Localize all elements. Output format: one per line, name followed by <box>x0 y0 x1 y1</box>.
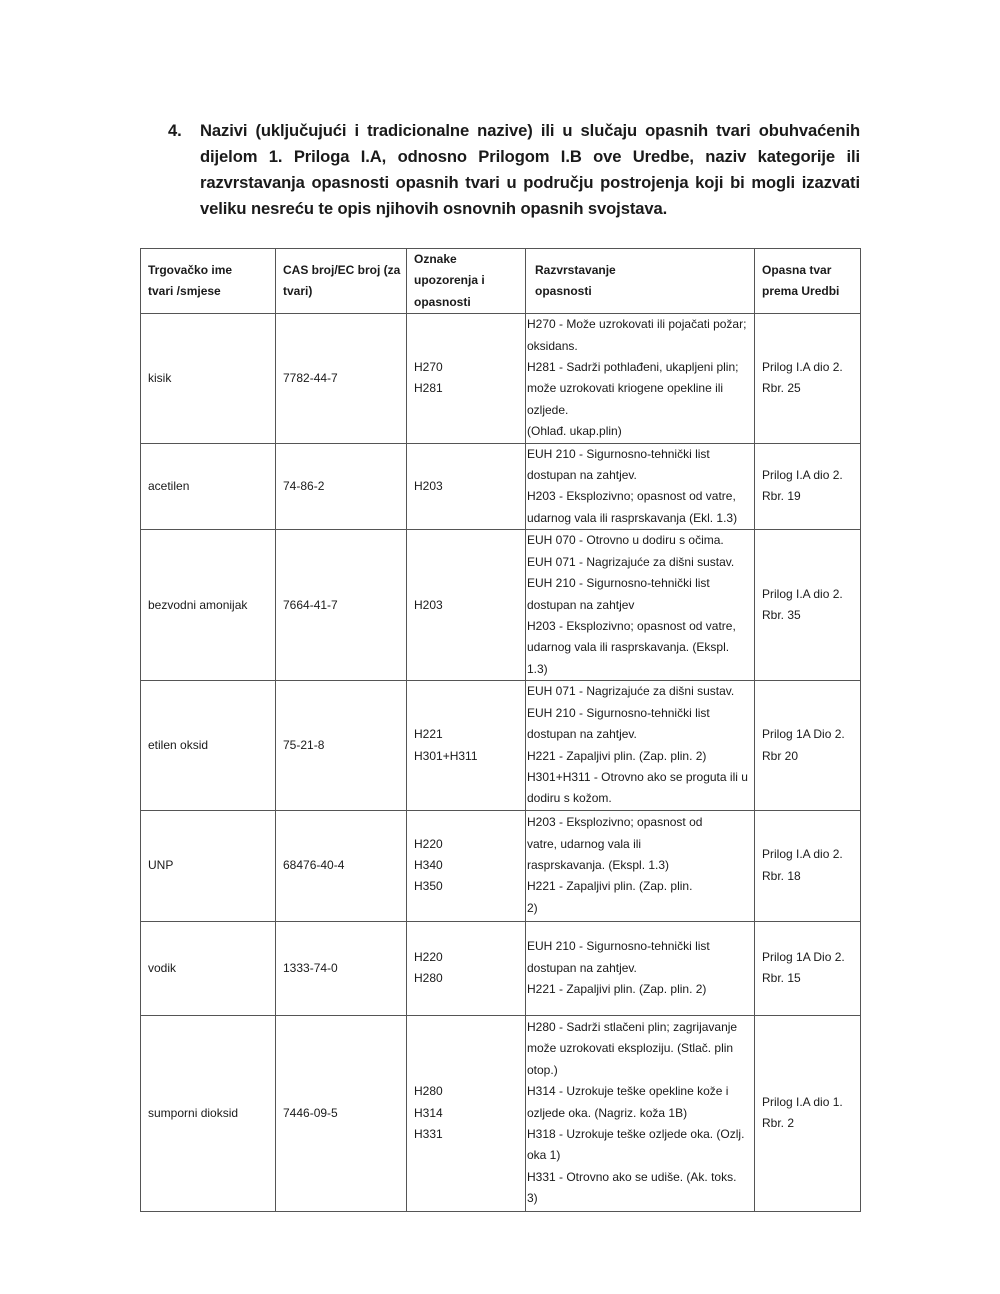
table-row <box>141 1015 861 1211</box>
table-row <box>141 810 861 921</box>
hazard-code: H270 <box>414 360 443 375</box>
header-line: Trgovačko ime <box>148 262 233 277</box>
table-row <box>141 530 861 681</box>
cell-regulation <box>755 530 861 681</box>
cell-trade-name <box>141 681 276 810</box>
classification-line: dostupan na zahtjev. <box>527 960 637 975</box>
header-line: upozorenja i <box>414 273 485 288</box>
cell-trade-name <box>141 314 276 443</box>
cell-regulation <box>755 1015 861 1211</box>
header-classification <box>526 249 755 314</box>
table-header-row <box>141 249 861 314</box>
classification-line: oka 1) <box>527 1148 561 1163</box>
header-line: opasnosti <box>535 284 592 299</box>
cell-hazard-codes <box>407 443 526 530</box>
classification-line: H281 - Sadrži pothlađeni, ukapljeni plin; <box>527 360 739 375</box>
cell-regulation <box>755 443 861 530</box>
cell-cas-number <box>276 443 407 530</box>
cell-cas-number <box>276 681 407 810</box>
classification-line: dostupan na zahtjev <box>527 597 635 612</box>
trade-name: UNP <box>148 858 174 873</box>
classification-line: H318 - Uzrokuje teške ozljede oka. (Ozlj. <box>527 1126 745 1141</box>
cell-hazard-codes <box>407 681 526 810</box>
regulation-line: Rbr 20 <box>762 748 799 763</box>
regulation-line: Rbr. 2 <box>762 1116 795 1131</box>
header-cas-number <box>276 249 407 314</box>
cas-number: 7446-09-5 <box>283 1105 338 1120</box>
classification-line: (Ohlađ. ukap.plin) <box>527 424 622 439</box>
table-row <box>141 443 861 530</box>
classification-line: otop.) <box>527 1062 558 1077</box>
hazard-code: H314 <box>414 1105 443 1120</box>
header-line: Opasna tvar <box>762 262 832 277</box>
classification-line: dostupan na zahtjev. <box>527 727 637 742</box>
hazard-code: H331 <box>414 1126 443 1141</box>
table-row <box>141 681 861 810</box>
regulation-line: Rbr. 18 <box>762 868 801 883</box>
cell-regulation <box>755 921 861 1015</box>
classification-line: EUH 210 - Sigurnosno-tehnički list <box>527 939 710 954</box>
classification-line: može uzrokovati eksploziju. (Stlač. plin <box>527 1041 734 1056</box>
trade-name: vodik <box>148 960 177 975</box>
cas-number: 68476-40-4 <box>283 858 345 873</box>
section-number: 4. <box>168 121 182 140</box>
cell-hazard-codes <box>407 921 526 1015</box>
cell-classification <box>526 681 755 810</box>
hazard-code: H203 <box>414 597 443 612</box>
classification-line: H203 - Eksplozivno; opasnost od vatre, <box>527 489 736 504</box>
cell-hazard-codes <box>407 810 526 921</box>
classification-line: ozljede. <box>527 402 569 417</box>
header-regulation <box>755 249 861 314</box>
classification-line: rasprskavanja. (Ekspl. 1.3) <box>527 858 670 873</box>
cell-trade-name <box>141 530 276 681</box>
trade-name: sumporni dioksid <box>148 1105 239 1120</box>
cell-trade-name <box>141 921 276 1015</box>
regulation-line: Rbr. 15 <box>762 971 801 986</box>
classification-line: udarnog vala ili rasprskavanja (Ekl. 1.3) <box>527 510 738 525</box>
hazard-code: H203 <box>414 478 443 493</box>
cell-cas-number <box>276 314 407 443</box>
classification-line: oksidans. <box>527 338 578 353</box>
classification-line: EUH 210 - Sigurnosno-tehnički list <box>527 446 710 461</box>
trade-name: acetilen <box>148 478 190 493</box>
cell-hazard-codes <box>407 314 526 443</box>
hazard-code: H350 <box>414 879 443 894</box>
cell-classification <box>526 314 755 443</box>
cell-classification <box>526 1015 755 1211</box>
regulation-line: Prilog I.A dio 2. <box>762 586 843 601</box>
classification-line: 2) <box>527 900 538 915</box>
cell-hazard-codes <box>407 530 526 681</box>
regulation-line: Prilog I.A dio 2. <box>762 468 843 483</box>
cell-classification <box>526 530 755 681</box>
cell-cas-number <box>276 1015 407 1211</box>
classification-line: dostupan na zahtjev. <box>527 468 637 483</box>
hazard-code: H280 <box>414 971 443 986</box>
regulation-line: Rbr. 25 <box>762 381 801 396</box>
classification-line: vatre, udarnog vala ili <box>527 836 642 851</box>
classification-line: može uzrokovati kriogene opekline ili <box>527 381 724 396</box>
cell-classification <box>526 921 755 1015</box>
classification-line: H331 - Otrovno ako se udiše. (Ak. toks. <box>527 1169 737 1184</box>
regulation-line: Prilog 1A Dio 2. <box>762 727 845 742</box>
classification-line: H280 - Sadrži stlačeni plin; zagrijavanje <box>527 1019 738 1034</box>
cell-trade-name <box>141 1015 276 1211</box>
regulation-line: Prilog I.A dio 1. <box>762 1094 843 1109</box>
regulation-line: Prilog I.A dio 2. <box>762 847 843 862</box>
cas-number: 1333-74-0 <box>283 960 338 975</box>
trade-name: bezvodni amonijak <box>148 597 248 612</box>
regulation-line: Rbr. 35 <box>762 608 801 623</box>
classification-line: 3) <box>527 1191 538 1206</box>
classification-line: H203 - Eksplozivno; opasnost od <box>527 815 703 830</box>
classification-line: H221 - Zapaljivi plin. (Zap. plin. 2) <box>527 981 707 996</box>
header-line: tvari) <box>283 284 313 299</box>
cas-number: 75-21-8 <box>283 737 325 752</box>
cell-hazard-codes <box>407 1015 526 1211</box>
classification-line: EUH 071 - Nagrizajuće za dišni sustav. <box>527 684 735 699</box>
classification-line: EUH 070 - Otrovno u dodiru s očima. <box>527 533 724 548</box>
classification-line: EUH 210 - Sigurnosno-tehnički list <box>527 576 710 591</box>
classification-line: EUH 210 - Sigurnosno-tehnički list <box>527 705 710 720</box>
cas-number: 7664-41-7 <box>283 597 338 612</box>
cell-trade-name <box>141 810 276 921</box>
table-row <box>141 921 861 1015</box>
cas-number: 7782-44-7 <box>283 370 338 385</box>
header-line: tvari /smjese <box>148 284 221 299</box>
cell-classification <box>526 810 755 921</box>
regulation-line: Prilog 1A Dio 2. <box>762 949 845 964</box>
classification-line: dodiru s kožom. <box>527 791 612 806</box>
header-line: Oznake <box>414 252 457 266</box>
trade-name: kisik <box>148 370 172 385</box>
section-heading <box>168 118 860 222</box>
table-row <box>141 314 861 443</box>
header-line: opasnosti <box>414 294 471 309</box>
cell-regulation <box>755 810 861 921</box>
cell-regulation <box>755 314 861 443</box>
classification-line: H221 - Zapaljivi plin. (Zap. plin. 2) <box>527 748 707 763</box>
hazard-code: H340 <box>414 858 443 873</box>
header-line: prema Uredbi <box>762 284 840 299</box>
cell-cas-number <box>276 921 407 1015</box>
classification-line: H221 - Zapaljivi plin. (Zap. plin. <box>527 879 693 894</box>
classification-line: 1.3) <box>527 661 548 676</box>
hazardous-substances-table <box>140 248 861 1212</box>
header-line: Razvrstavanje <box>535 262 616 277</box>
cell-cas-number <box>276 810 407 921</box>
hazard-code: H280 <box>414 1084 443 1099</box>
trade-name: etilen oksid <box>148 737 209 752</box>
cell-classification <box>526 443 755 530</box>
regulation-line: Prilog I.A dio 2. <box>762 360 843 375</box>
classification-line: ozljede oka. (Nagriz. koža 1B) <box>527 1105 688 1120</box>
cas-number: 74-86-2 <box>283 478 325 493</box>
hazard-code: H220 <box>414 836 443 851</box>
classification-line: H203 - Eksplozivno; opasnost od vatre, <box>527 618 736 633</box>
classification-line: EUH 071 - Nagrizajuće za dišni sustav. <box>527 554 735 569</box>
regulation-line: Rbr. 19 <box>762 489 801 504</box>
header-line: CAS broj/EC broj (za <box>283 262 401 277</box>
classification-line: H270 - Može uzrokovati ili pojačati požar; <box>527 317 747 332</box>
header-hazard-codes <box>407 249 526 314</box>
section-title: Nazivi (uključujući i tradicionalne nazive) ili u slučaju opasnih tvari obuhvaćenih dijelom 1. Priloga I.A, odnosno Prilogom I.B ove Uredbe, naziv kategorije ili razvrstavanja opasnosti opasnih tvari u području postrojenja koji bi mogli izazvati veliku nesreću te opis njihovih osnovnih opasnih svojstava. <box>200 121 860 218</box>
classification-line: udarnog vala ili rasprskavanja. (Ekspl. <box>527 640 730 655</box>
cell-cas-number <box>276 530 407 681</box>
hazard-code: H220 <box>414 949 443 964</box>
cell-regulation <box>755 681 861 810</box>
header-trade-name <box>141 249 276 314</box>
classification-line: H301+H311 - Otrovno ako se proguta ili u <box>527 769 748 784</box>
cell-trade-name <box>141 443 276 530</box>
hazard-code: H301+H311 <box>414 748 478 763</box>
table-body <box>141 314 861 1212</box>
hazard-code: H221 <box>414 727 443 742</box>
classification-line: H314 - Uzrokuje teške opekline kože i <box>527 1084 729 1099</box>
hazard-code: H281 <box>414 381 443 396</box>
